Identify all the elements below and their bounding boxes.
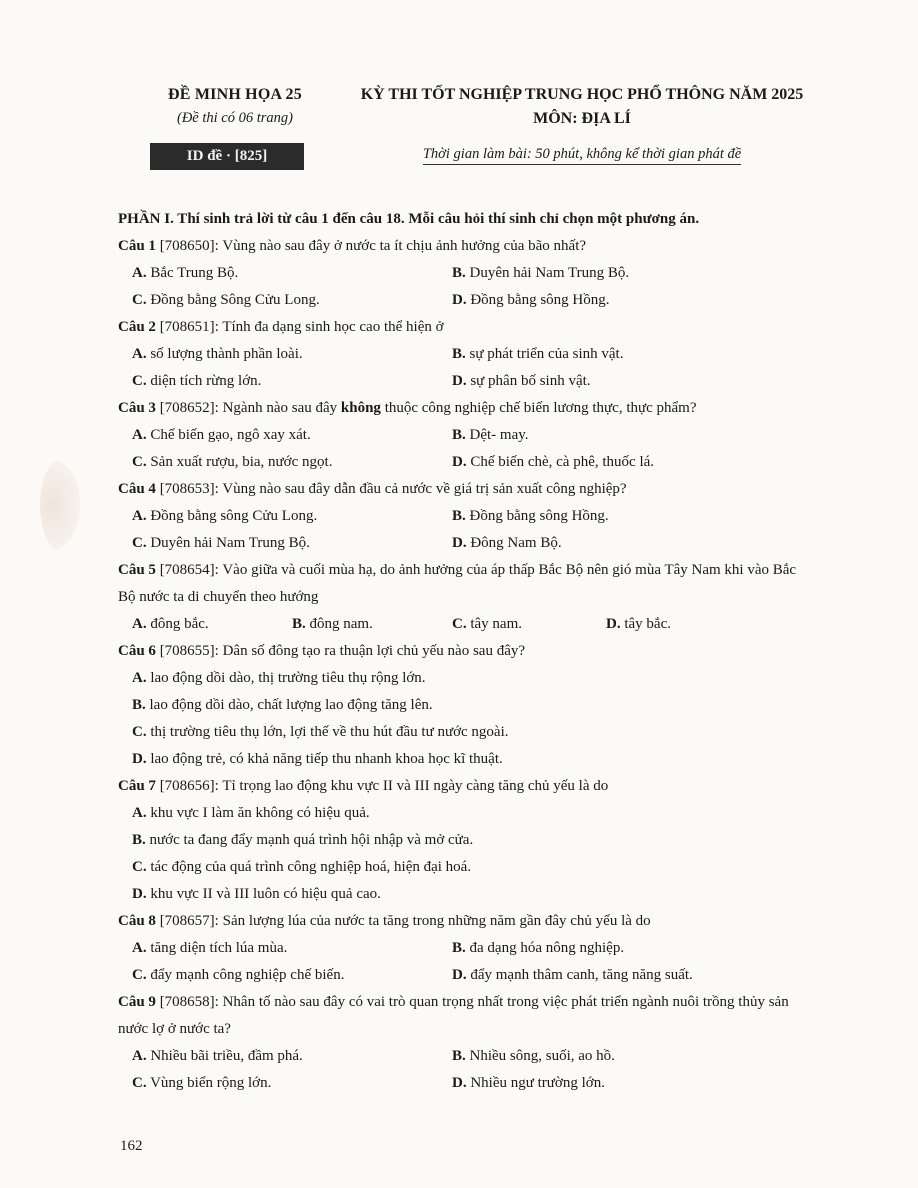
question-3 — [118, 395, 808, 422]
question-label: Câu 8 — [118, 913, 156, 929]
question-label: Câu 5 — [118, 562, 156, 578]
time-note — [356, 146, 808, 163]
option-b: B. Nhiều sông, suối, ao hồ. — [452, 1048, 615, 1064]
question-text: [708653]: Vùng nào sau đây dẫn đầu cả nước về giá trị sản xuất công nghiệp? — [155, 481, 627, 497]
question-7 — [118, 773, 808, 800]
option-a: A. Chế biến gạo, ngô xay xát. — [132, 427, 311, 443]
question-4 — [118, 476, 808, 503]
option-c: C. thị trường tiêu thụ lớn, lợi thế về thu hút đầu tư nước ngoài. — [132, 724, 509, 740]
question-text: [708652]: Ngành nào sau đây — [155, 400, 341, 416]
questions-content — [118, 206, 808, 1097]
option-d: D. đẩy mạnh thâm canh, tăng năng suất. — [452, 967, 693, 983]
option-a: A. lao động dồi dào, thị trường tiêu thụ rộng lớn. — [132, 670, 426, 686]
options — [118, 935, 808, 989]
option-b: B. đa dạng hóa nông nghiệp. — [452, 940, 625, 956]
question-8 — [118, 908, 808, 935]
option-a: A. đông bắc. — [132, 616, 209, 632]
option-a: A. Bắc Trung Bộ. — [132, 265, 239, 281]
option-b: B. nước ta đang đẩy mạnh quá trình hội nhập và mở cửa. — [132, 832, 474, 848]
exam-title: KỲ THI TỐT NGHIỆP TRUNG HỌC PHỔ THÔNG NĂM 2025 — [360, 86, 804, 103]
options — [118, 422, 808, 476]
question-5 — [118, 557, 808, 611]
exam-code: ĐỀ MINH HỌA 25 — [168, 86, 302, 103]
option-c: C. Sản xuất rượu, bia, nước ngọt. — [132, 454, 333, 470]
thumb-shadow — [40, 460, 80, 550]
options — [118, 260, 808, 314]
option-c: C. tác động của quá trình công nghiệp hoá, hiện đại hoá. — [132, 859, 472, 875]
time-note-text: Thời gian làm bài: 50 phút, không kể thời gian phát đề — [423, 146, 741, 165]
option-d: D. Nhiều ngư trường lớn. — [452, 1075, 605, 1091]
question-text: thuộc công nghiệp chế biến lương thực, thực phẩm? — [380, 400, 697, 416]
option-d: D. Đồng bằng sông Hồng. — [452, 292, 610, 308]
question-text: [708651]: Tính đa dạng sinh học cao thể hiện ở — [155, 319, 444, 335]
header-right — [356, 86, 808, 128]
page-number: 162 — [120, 1138, 143, 1154]
option-b: B. Dệt- may. — [452, 427, 529, 443]
header-left — [150, 86, 320, 127]
question-label: Câu 9 — [118, 994, 156, 1010]
options — [118, 665, 808, 773]
part-heading: PHẦN I. Thí sinh trả lời từ câu 1 đến câu 18. Mỗi câu hỏi thí sinh chỉ chọn một phương án. — [118, 211, 700, 227]
question-text: [708658]: Nhân tố nào sau đây có vai trò quan trọng nhất trong việc phát triển ngành nuôi trồng thủy sản nước lợ ở nước ta? — [118, 994, 789, 1037]
options — [118, 503, 808, 557]
question-text: [708657]: Sản lượng lúa của nước ta tăng trong những năm gần đây chủ yếu là do — [155, 913, 651, 929]
option-c: C. tây nam. — [452, 616, 522, 632]
option-d: D. sự phân bố sinh vật. — [452, 373, 591, 389]
option-b: B. Duyên hải Nam Trung Bộ. — [452, 265, 630, 281]
question-label: Câu 2 — [118, 319, 156, 335]
options — [118, 800, 808, 908]
options — [118, 341, 808, 395]
option-c: C. Đồng bằng Sông Cửu Long. — [132, 292, 320, 308]
option-a: A. số lượng thành phần loài. — [132, 346, 303, 362]
question-label: Câu 7 — [118, 778, 156, 794]
option-b: B. lao động dồi dào, chất lượng lao động tăng lên. — [132, 697, 433, 713]
question-9 — [118, 989, 808, 1043]
question-label: Câu 3 — [118, 400, 156, 416]
option-d: D. khu vực II và III luôn có hiệu quả cao. — [132, 886, 381, 902]
question-label: Câu 1 — [118, 238, 156, 254]
option-b: B. đông nam. — [292, 616, 373, 632]
option-c: C. diện tích rừng lớn. — [132, 373, 262, 389]
question-6 — [118, 638, 808, 665]
question-text: [708655]: Dân số đông tạo ra thuận lợi chủ yếu nào sau đây? — [155, 643, 526, 659]
pages-note: (Đề thi có 06 trang) — [177, 110, 293, 126]
option-a: A. khu vực I làm ăn không có hiệu quả. — [132, 805, 370, 821]
question-text: [708654]: Vào giữa và cuối mùa hạ, do ảnh hưởng của áp thấp Bắc Bộ nên gió mùa Tây Nam khi vào Bắc Bộ nước ta di chuyển theo hướng — [118, 562, 797, 605]
question-text: [708650]: Vùng nào sau đây ở nước ta ít chịu ảnh hưởng của bão nhất? — [155, 238, 587, 254]
option-a: A. Nhiều bãi triều, đầm phá. — [132, 1048, 303, 1064]
option-d: D. Chế biến chè, cà phê, thuốc lá. — [452, 454, 655, 470]
option-b: B. Đồng bằng sông Hồng. — [452, 508, 609, 524]
exam-id-box: ID đề · [825] — [150, 143, 304, 170]
question-label: Câu 4 — [118, 481, 156, 497]
option-a: A. Đồng bằng sông Cửu Long. — [132, 508, 318, 524]
subject: MÔN: ĐỊA LÍ — [533, 110, 631, 127]
option-c: C. Vùng biển rộng lớn. — [132, 1075, 272, 1091]
option-b: B. sự phát triển của sinh vật. — [452, 346, 624, 362]
option-d: D. tây bắc. — [606, 616, 671, 632]
option-a: A. tăng diện tích lúa mùa. — [132, 940, 288, 956]
question-text: [708656]: Tỉ trọng lao động khu vực II và III ngày càng tăng chủ yếu là do — [155, 778, 609, 794]
question-1 — [118, 233, 808, 260]
option-c: C. Duyên hải Nam Trung Bộ. — [132, 535, 310, 551]
option-d: D. Đông Nam Bộ. — [452, 535, 562, 551]
option-d: D. lao động trẻ, có khả năng tiếp thu nhanh khoa học kĩ thuật. — [132, 751, 503, 767]
question-2 — [118, 314, 808, 341]
options — [118, 611, 808, 638]
options — [118, 1043, 808, 1097]
question-emphasis: không — [340, 400, 381, 416]
question-label: Câu 6 — [118, 643, 156, 659]
option-c: C. đẩy mạnh công nghiệp chế biến. — [132, 967, 345, 983]
